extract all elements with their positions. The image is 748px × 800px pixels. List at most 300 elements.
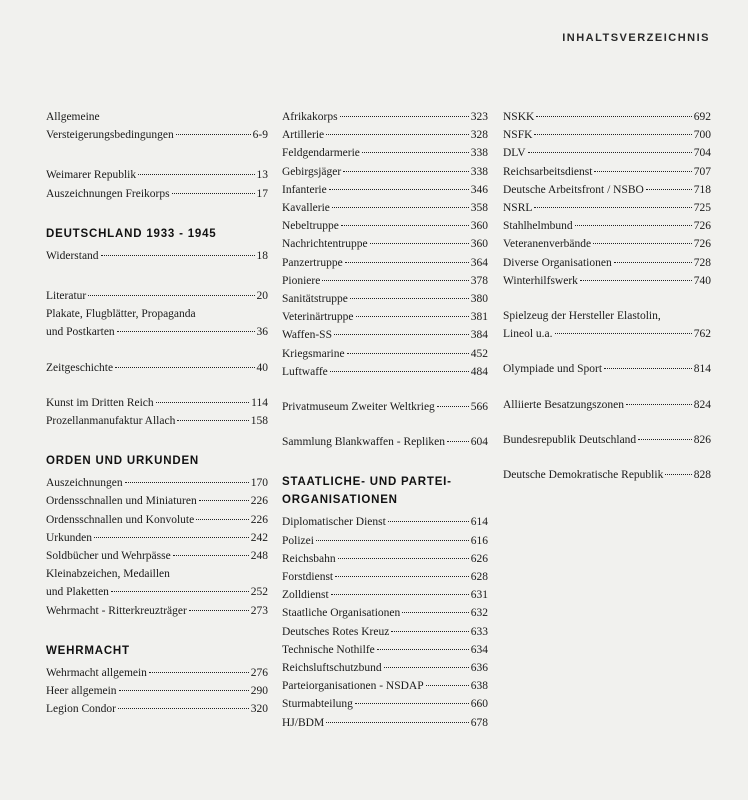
- toc-entry-dlv[interactable]: [503, 144, 711, 162]
- toc-entry-title: NSKK: [503, 111, 535, 123]
- toc-page-number: 226: [250, 495, 268, 508]
- toc-entry-nsrl[interactable]: [503, 199, 711, 217]
- toc-entry-reichsarbeitsdienst[interactable]: [503, 163, 711, 181]
- toc-entry-diverse-organisationen[interactable]: [503, 254, 711, 272]
- dot-leader: [536, 116, 691, 117]
- toc-page-number: 328: [470, 129, 488, 142]
- dot-leader: [426, 685, 469, 686]
- dot-leader: [196, 519, 249, 520]
- toc-entry-title: Widerstand: [46, 249, 99, 262]
- toc-entry-title: Panzertruppe: [282, 256, 343, 269]
- dot-leader: [638, 439, 692, 440]
- toc-page-number: 381: [470, 311, 488, 324]
- toc-entry-line: [282, 272, 488, 290]
- toc-page-number: 626: [470, 552, 488, 565]
- section-heading-line: ORGANISATIONEN: [282, 494, 398, 507]
- toc-entry-luftwaffe[interactable]: [282, 363, 488, 381]
- section-heading: [282, 473, 488, 509]
- toc-entry-line: [503, 144, 711, 162]
- toc-entry-line: [503, 163, 711, 181]
- toc-page-number: 360: [470, 220, 488, 233]
- toc-entry-line: [46, 394, 268, 412]
- spacer: [46, 377, 268, 394]
- spacer: [46, 342, 268, 359]
- toc-page-number: 13: [256, 169, 268, 182]
- toc-page-number: 678: [470, 716, 488, 729]
- toc-entry-title: Literatur: [46, 290, 87, 303]
- toc-entry-line: [282, 568, 488, 586]
- toc-entry-legion-condor[interactable]: [46, 700, 268, 718]
- dot-leader: [347, 353, 469, 354]
- toc-entry-deutsche-arbeitsfront-nsbo[interactable]: [503, 181, 711, 199]
- toc-entry-title: Auszeichnungen Freikorps: [46, 187, 170, 200]
- toc-page-number: 614: [470, 516, 488, 529]
- toc-entry-title: Versteigerungsbedingungen: [46, 129, 174, 142]
- toc-entry-title: Luftwaffe: [282, 365, 328, 378]
- toc-entry-line: [282, 659, 488, 677]
- toc-entry-title: Afrikakorps: [282, 111, 338, 123]
- toc-entry-title: Parteiorganisationen - NSDAP: [282, 680, 424, 693]
- toc-page-number: 616: [470, 534, 488, 547]
- toc-entry-line: [282, 641, 488, 659]
- toc-page-number: 378: [470, 274, 488, 287]
- toc-entry-nachrichtentruppe[interactable]: [282, 235, 488, 253]
- toc-entry-line: [503, 466, 711, 484]
- toc-entry-line: [282, 108, 488, 126]
- toc-entry-afrikakorps[interactable]: [282, 108, 488, 126]
- dot-leader: [94, 537, 249, 538]
- toc-entry-line: [46, 305, 268, 323]
- toc-entry-veterinartruppe[interactable]: [282, 308, 488, 326]
- toc-entry-title: Deutsches Rotes Kreuz: [282, 625, 390, 638]
- dot-leader: [115, 367, 254, 368]
- toc-entry-line: [282, 199, 488, 217]
- page-header: INHALTSVERZEICHNIS: [562, 32, 710, 44]
- toc-page-number: 484: [470, 365, 488, 378]
- toc-entry-nskk[interactable]: [503, 108, 711, 126]
- dot-leader: [329, 189, 469, 190]
- toc-entry-ordensschnallen-und-miniaturen[interactable]: [46, 492, 268, 510]
- toc-entry-panzertruppe[interactable]: [282, 254, 488, 272]
- toc-entry-title: Kleinabzeichen, Medaillen: [46, 568, 170, 581]
- toc-entry-title: Reichsluftschutzbund: [282, 662, 382, 675]
- toc-entry-title: Technische Nothilfe: [282, 643, 375, 656]
- toc-entry-line: [282, 677, 488, 695]
- toc-entry-sturmabteilung[interactable]: [282, 695, 488, 713]
- dot-leader: [377, 649, 469, 650]
- dot-leader: [575, 225, 692, 226]
- toc-entry-title: Feldgendarmerie: [282, 147, 360, 160]
- dot-leader: [646, 189, 692, 190]
- toc-entry-kunst-im-dritten-reich[interactable]: [46, 394, 268, 412]
- toc-entry-title: Kriegsmarine: [282, 347, 345, 360]
- dot-leader: [316, 540, 469, 541]
- toc-page-number: 566: [470, 401, 488, 414]
- toc-entry-privatmuseum-zweiter-weltkrieg[interactable]: [282, 398, 488, 416]
- toc-entry-diplomatischer-dienst[interactable]: [282, 513, 488, 531]
- dot-leader: [330, 371, 469, 372]
- toc-entry-title: Reichsarbeitsdienst: [503, 165, 593, 178]
- toc-entry-title: Winterhilfswerk: [503, 274, 578, 287]
- toc-entry-line: [282, 550, 488, 568]
- toc-entry-title: Stahlhelmbund: [503, 220, 573, 233]
- toc-entry-title: Sanitätstruppe: [282, 293, 348, 306]
- toc-entry-reichsbahn[interactable]: [282, 550, 488, 568]
- toc-entry-wehrmacht-ritterkreuztrager[interactable]: [46, 602, 268, 620]
- toc-entry-line: [46, 412, 268, 430]
- toc-page-number: 814: [693, 363, 711, 376]
- dot-leader: [340, 116, 469, 117]
- toc-entry-line: [46, 492, 268, 510]
- toc-entry-title: und Postkarten: [46, 326, 115, 339]
- toc-page-number: 384: [470, 329, 488, 342]
- toc-entry-pioniere[interactable]: [282, 272, 488, 290]
- toc-entry-line: [282, 513, 488, 531]
- section-heading: [46, 642, 268, 660]
- section-heading-line: WEHRMACHT: [46, 644, 130, 657]
- spacer: [503, 449, 711, 466]
- toc-page-number: 718: [693, 183, 711, 196]
- toc-page-number: 452: [470, 347, 488, 360]
- toc-entry-title: Spielzeug der Hersteller Elastolin,: [503, 310, 661, 323]
- toc-entry-title: Bundesrepublik Deutschland: [503, 433, 637, 446]
- toc-page-number: 17: [256, 187, 268, 200]
- toc-page-number: 360: [470, 238, 488, 251]
- toc-entry-line: [503, 199, 711, 217]
- spacer: [503, 379, 711, 396]
- toc-entry-prozellanmanufaktur-allach[interactable]: [46, 412, 268, 430]
- toc-page-number: 692: [693, 111, 711, 123]
- toc-entry-line: [282, 326, 488, 344]
- dot-leader: [322, 280, 468, 281]
- toc-entry-title: Sturmabteilung: [282, 698, 353, 711]
- dot-leader: [334, 334, 469, 335]
- toc-entry-line: [46, 700, 268, 718]
- toc-entry-veteranenverbande[interactable]: [503, 235, 711, 253]
- toc-page-number: 828: [693, 469, 711, 482]
- toc-entry-title: Urkunden: [46, 531, 92, 544]
- toc-entry-olympiade-und-sport[interactable]: [503, 360, 711, 378]
- spacer: [282, 451, 488, 473]
- toc-entry-stahlhelmbund[interactable]: [503, 217, 711, 235]
- toc-entry-title: Soldbücher und Wehrpässe: [46, 550, 171, 563]
- toc-page-number: 40: [256, 361, 268, 374]
- dot-leader: [614, 262, 692, 263]
- toc-entry-nsfk[interactable]: [503, 126, 711, 144]
- toc-page-number: 638: [470, 680, 488, 693]
- dot-leader: [447, 441, 469, 442]
- section-heading: [46, 225, 268, 243]
- toc-entry-title: Forstdienst: [282, 571, 334, 584]
- toc-page-number: 242: [250, 531, 268, 544]
- toc-entry-polizei[interactable]: [282, 532, 488, 550]
- toc-entry-title: Lineol u.a.: [503, 328, 553, 341]
- toc-page-number: 628: [470, 571, 488, 584]
- toc-page-number: 704: [693, 147, 711, 160]
- toc-column-3: [503, 108, 711, 484]
- toc-entry-auszeichnungen-freikorps[interactable]: [46, 185, 268, 203]
- dot-leader: [125, 482, 249, 483]
- toc-page-number: 158: [250, 415, 268, 428]
- dot-leader: [117, 331, 255, 332]
- toc-page-number: 6-9: [252, 129, 268, 142]
- toc-entry-line: [282, 695, 488, 713]
- toc-page-number: 632: [470, 607, 488, 620]
- toc-entry-widerstand[interactable]: [46, 247, 268, 265]
- toc-entry-deutsche-demokratische-republik[interactable]: [503, 466, 711, 484]
- dot-leader: [338, 558, 469, 559]
- toc-entry-line: [503, 431, 711, 449]
- toc-entry-title: Pioniere: [282, 274, 321, 287]
- toc-entry-title: Sammlung Blankwaffen - Repliken: [282, 436, 445, 449]
- dot-leader: [176, 134, 251, 135]
- toc-page-number: 728: [693, 256, 711, 269]
- toc-entry-line: [503, 272, 711, 290]
- toc-entry-title: Privatmuseum Zweiter Weltkrieg: [282, 401, 435, 414]
- toc-entry-title: DLV: [503, 147, 526, 160]
- dot-leader: [118, 708, 249, 709]
- toc-entry-title: NSFK: [503, 129, 533, 142]
- dot-leader: [119, 690, 249, 691]
- toc-page-number: 660: [470, 698, 488, 711]
- toc-entry-line: [282, 235, 488, 253]
- toc-entry-line: [282, 433, 488, 451]
- toc-entry-sammlung-blankwaffen-repliken[interactable]: [282, 433, 488, 451]
- dot-leader: [391, 631, 468, 632]
- spacer: [503, 414, 711, 431]
- dot-leader: [665, 474, 691, 475]
- toc-entry-title: und Plaketten: [46, 586, 109, 599]
- toc-entry-line: [282, 254, 488, 272]
- dot-leader: [343, 171, 469, 172]
- toc-page-number: 358: [470, 202, 488, 215]
- toc-entry-literatur[interactable]: [46, 287, 268, 305]
- toc-entry-winterhilfswerk[interactable]: [503, 272, 711, 290]
- toc-entry-nebeltruppe[interactable]: [282, 217, 488, 235]
- toc-entry-title: Gebirgsjäger: [282, 165, 342, 178]
- dot-leader: [402, 612, 468, 613]
- toc-entry-title: Veterinärtruppe: [282, 311, 354, 324]
- dot-leader: [138, 174, 254, 175]
- toc-page-number: 170: [250, 477, 268, 490]
- toc-entry-line: [282, 714, 488, 732]
- toc-entry-soldbucher-und-wehrpasse[interactable]: [46, 547, 268, 565]
- toc-entry-line: [503, 181, 711, 199]
- toc-entry-title: Veteranenverbände: [503, 238, 592, 251]
- toc-page-number: 762: [693, 328, 711, 341]
- toc-entry-line: [503, 217, 711, 235]
- dot-leader: [345, 262, 469, 263]
- toc-entry-line: [503, 235, 711, 253]
- toc-page-number: 114: [251, 396, 268, 409]
- toc-entry-line: [282, 144, 488, 162]
- toc-entry-line: [282, 181, 488, 199]
- section-heading: [46, 452, 268, 470]
- spacer: [282, 416, 488, 433]
- dot-leader: [370, 243, 469, 244]
- toc-entry-line: [46, 323, 268, 341]
- toc-entry-line: [503, 108, 711, 126]
- toc-page-number: 631: [470, 589, 488, 602]
- toc-entry-line: [503, 307, 711, 325]
- toc-entry-kriegsmarine[interactable]: [282, 345, 488, 363]
- toc-entry-title: Zeitgeschichte: [46, 361, 114, 374]
- toc-page-number: 726: [693, 220, 711, 233]
- dot-leader: [534, 134, 691, 135]
- dot-leader: [356, 316, 469, 317]
- spacer: [282, 381, 488, 398]
- toc-entry-wehrmacht-allgemein[interactable]: [46, 664, 268, 682]
- toc-entry-line: [46, 583, 268, 601]
- spacer: [503, 343, 711, 360]
- spacer: [46, 620, 268, 642]
- toc-entry-line: [503, 396, 711, 414]
- toc-entry-line: [282, 586, 488, 604]
- dot-leader: [149, 672, 249, 673]
- toc-entry-zolldienst[interactable]: [282, 586, 488, 604]
- toc-page-number: 725: [693, 202, 711, 215]
- toc-entry-title: Staatliche Organisationen: [282, 607, 401, 620]
- toc-entry-plakate-flugblatter-propaganda-und-postkarten[interactable]: [46, 305, 268, 341]
- section-heading-line: ORDEN UND URKUNDEN: [46, 455, 200, 468]
- toc-entry-title: HJ/BDM: [282, 716, 325, 729]
- toc-page-number: 633: [470, 625, 488, 638]
- toc-entry-sanitatstruppe[interactable]: [282, 290, 488, 308]
- toc-entry-artillerie[interactable]: [282, 126, 488, 144]
- dot-leader: [335, 576, 469, 577]
- spacer: [46, 430, 268, 452]
- toc-entry-zeitgeschichte[interactable]: [46, 359, 268, 377]
- toc-entry-allgemeine-versteigerungsbedingungen[interactable]: [46, 108, 268, 144]
- toc-entry-title: Legion Condor: [46, 703, 116, 716]
- toc-entry-reichsluftschutzbund[interactable]: [282, 659, 488, 677]
- toc-page-number: 18: [256, 249, 268, 262]
- toc-entry-line: [282, 623, 488, 641]
- toc-entry-heer-allgemein[interactable]: [46, 682, 268, 700]
- toc-page-number: 707: [693, 165, 711, 178]
- toc-entry-title: Plakate, Flugblätter, Propaganda: [46, 308, 196, 321]
- toc-entry-line: [503, 325, 711, 343]
- toc-entry-line: [282, 126, 488, 144]
- toc-entry-line: [46, 664, 268, 682]
- toc-entry-line: [282, 290, 488, 308]
- toc-page-number: 826: [693, 433, 711, 446]
- toc-entry-hj-bdm[interactable]: [282, 714, 488, 732]
- toc-entry-line: [46, 359, 268, 377]
- toc-entry-line: [503, 360, 711, 378]
- toc-page-number: 364: [470, 256, 488, 269]
- toc-entry-waffen-ss[interactable]: [282, 326, 488, 344]
- toc-entry-feldgendarmerie[interactable]: [282, 144, 488, 162]
- toc-entry-gebirgsjager[interactable]: [282, 163, 488, 181]
- toc-entry-title: Prozellanmanufaktur Allach: [46, 415, 176, 428]
- dot-leader: [350, 298, 469, 299]
- toc-page-number: 273: [250, 604, 268, 617]
- section-heading-line: DEUTSCHLAND 1933 - 1945: [46, 227, 217, 240]
- toc-entry-title: Allgemeine: [46, 111, 100, 123]
- toc-entry-alliierte-besatzungszonen[interactable]: [503, 396, 711, 414]
- toc-entry-deutsches-rotes-kreuz[interactable]: [282, 623, 488, 641]
- toc-entry-line: [282, 532, 488, 550]
- toc-entry-spielzeug-der-hersteller-elastolin-lineol-u-a[interactable]: [503, 307, 711, 343]
- toc-entry-line: [282, 363, 488, 381]
- toc-entry-title: Deutsche Demokratische Republik: [503, 469, 664, 482]
- dot-leader: [326, 134, 469, 135]
- dot-leader: [331, 594, 469, 595]
- toc-page-number: 634: [470, 643, 488, 656]
- toc-entry-title: Olympiade und Sport: [503, 363, 603, 376]
- dot-leader: [604, 368, 692, 369]
- toc-entry-title: Reichsbahn: [282, 552, 336, 565]
- toc-page-number: 36: [256, 326, 268, 339]
- toc-page-number: 700: [693, 129, 711, 142]
- toc-entry-title: Wehrmacht allgemein: [46, 666, 147, 679]
- toc-page-number: 338: [470, 147, 488, 160]
- toc-entry-auszeichnungen[interactable]: [46, 474, 268, 492]
- toc-entry-title: NSRL: [503, 202, 533, 215]
- toc-entry-kleinabzeichen-medaillen-und-plaketten[interactable]: [46, 565, 268, 601]
- toc-entry-forstdienst[interactable]: [282, 568, 488, 586]
- toc-entry-line: [46, 547, 268, 565]
- toc-page-number: 323: [470, 111, 488, 123]
- toc-entry-bundesrepublik-deutschland[interactable]: [503, 431, 711, 449]
- dot-leader: [594, 171, 691, 172]
- dot-leader: [332, 207, 469, 208]
- toc-page-number: 380: [470, 293, 488, 306]
- dot-leader: [355, 703, 469, 704]
- toc-entry-line: [503, 254, 711, 272]
- toc-entry-title: Alliierte Besatzungszonen: [503, 398, 625, 411]
- toc-page-number: 726: [693, 238, 711, 251]
- dot-leader: [177, 420, 248, 421]
- dot-leader: [173, 555, 249, 556]
- toc-entry-line: [282, 308, 488, 326]
- toc-entry-line: [46, 474, 268, 492]
- toc-entry-title: Nebeltruppe: [282, 220, 339, 233]
- toc-page-number: 824: [693, 398, 711, 411]
- dot-leader: [111, 591, 249, 592]
- toc-entry-staatliche-organisationen[interactable]: [282, 604, 488, 622]
- toc-entry-technische-nothilfe[interactable]: [282, 641, 488, 659]
- toc-entry-title: Ordensschnallen und Miniaturen: [46, 495, 197, 508]
- toc-entry-line: [46, 166, 268, 184]
- toc-entry-urkunden[interactable]: [46, 529, 268, 547]
- toc-entry-parteiorganisationen-nsdap[interactable]: [282, 677, 488, 695]
- toc-page-number: 636: [470, 662, 488, 675]
- toc-entry-line: [503, 126, 711, 144]
- toc-entry-line: [282, 217, 488, 235]
- toc-entry-kavallerie[interactable]: [282, 199, 488, 217]
- toc-entry-title: Wehrmacht - Ritterkreuzträger: [46, 604, 187, 617]
- spacer: [503, 290, 711, 307]
- toc-entry-title: Zolldienst: [282, 589, 329, 602]
- toc-entry-title: Waffen-SS: [282, 329, 332, 342]
- dot-leader: [326, 722, 469, 723]
- toc-entry-line: [282, 163, 488, 181]
- toc-entry-title: Ordensschnallen und Konvolute: [46, 513, 195, 526]
- toc-entry-title: Polizei: [282, 534, 314, 547]
- toc-entry-infanterie[interactable]: [282, 181, 488, 199]
- toc-entry-line: [46, 565, 268, 583]
- dot-leader: [362, 152, 469, 153]
- dot-leader: [384, 667, 469, 668]
- toc-entry-title: Heer allgemein: [46, 685, 117, 698]
- toc-entry-weimarer-republik[interactable]: [46, 166, 268, 184]
- toc-page-number: 320: [250, 703, 268, 716]
- toc-entry-ordensschnallen-und-konvolute[interactable]: [46, 511, 268, 529]
- toc-entry-line: [46, 108, 268, 126]
- dot-leader: [437, 406, 469, 407]
